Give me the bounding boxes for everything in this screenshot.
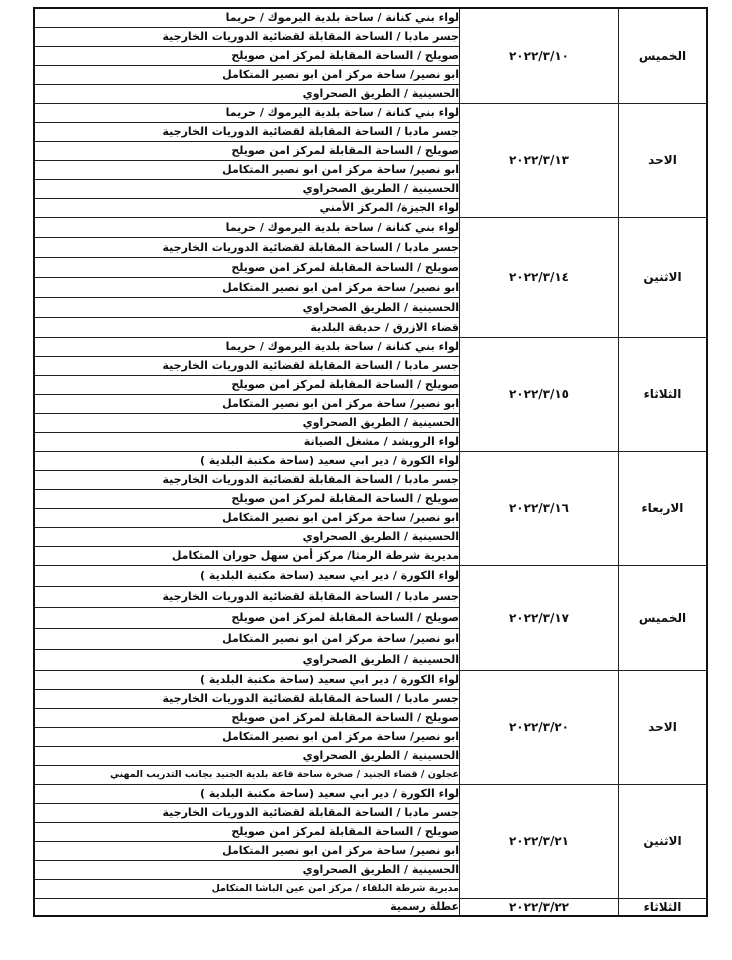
date-cell: ٢٠٢٢/٣/١٣	[460, 103, 619, 217]
location-cell: الحسينية / الطريق الصحراوي	[34, 179, 460, 198]
location-cell: الحسينية / الطريق الصحراوي	[34, 746, 460, 765]
day-cell: الاربعاء	[619, 451, 708, 565]
location-cell: صويلح / الساحة المقابلة لمركز امن صويلح	[34, 141, 460, 160]
location-cell: الحسينية / الطريق الصحراوي	[34, 84, 460, 103]
date-cell: ٢٠٢٢/٣/١٧	[460, 565, 619, 670]
table-row	[34, 565, 707, 586]
date-cell: ٢٠٢٢/٣/١٦	[460, 451, 619, 565]
location-cell: ابو نصير/ ساحة مركز امن ابو نصير المتكامل	[34, 727, 460, 746]
location-cell: لواء الكورة / دير ابي سعيد (ساحة مكتبة البلدية )	[34, 565, 460, 586]
location-cell: لواء بني كنانة / ساحة بلدية اليرموك / حريما	[34, 337, 460, 356]
day-cell: الاحد	[619, 670, 708, 784]
location-cell: لواء الجيزة/ المركز الأمني	[34, 198, 460, 217]
date-cell: ٢٠٢٢/٣/١٠	[460, 8, 619, 103]
location-cell: صويلح / الساحة المقابلة لمركز امن صويلح	[34, 489, 460, 508]
day-cell: الاثنين	[619, 784, 708, 898]
date-cell: ٢٠٢٢/٣/٢١	[460, 784, 619, 898]
date-cell: ٢٠٢٢/٣/٢٢	[460, 898, 619, 916]
location-cell: ابو نصير/ ساحة مركز امن ابو نصير المتكامل	[34, 160, 460, 179]
schedule-body	[34, 8, 707, 916]
table-row	[34, 8, 707, 27]
location-cell: الحسينية / الطريق الصحراوي	[34, 527, 460, 546]
location-cell: لواء بني كنانة / ساحة بلدية اليرموك / حريما	[34, 103, 460, 122]
location-cell: لواء الكورة / دير ابي سعيد (ساحة مكتبة البلدية )	[34, 451, 460, 470]
location-cell: جسر مادبا / الساحة المقابلة لقضائية الدوريات الخارجية	[34, 803, 460, 822]
location-cell: لواء الرويشد / مشغل الصيانة	[34, 432, 460, 451]
day-cell: الاثنين	[619, 217, 708, 337]
table-row	[34, 784, 707, 803]
location-cell: عجلون / قضاء الجنيد / صخرة ساحة قاعة بلدية الجنيد بجانب التدريب المهني	[34, 765, 460, 784]
location-cell: لواء بني كنانة / ساحة بلدية اليرموك / حريما	[34, 8, 460, 27]
location-cell: ابو نصير/ ساحة مركز امن ابو نصير المتكامل	[34, 277, 460, 297]
location-cell: ابو نصير/ ساحة مركز امن ابو نصير المتكامل	[34, 508, 460, 527]
location-cell: قضاء الازرق / حديقة البلدية	[34, 317, 460, 337]
day-cell: الثلاثاء	[619, 337, 708, 451]
location-cell: صويلح / الساحة المقابلة لمركز امن صويلح	[34, 46, 460, 65]
location-cell: ابو نصير/ ساحة مركز امن ابو نصير المتكامل	[34, 841, 460, 860]
location-cell: مديرية شرطة الرمثا/ مركز أمن سهل حوران المتكامل	[34, 546, 460, 565]
date-cell: ٢٠٢٢/٣/١٥	[460, 337, 619, 451]
location-cell: الحسينية / الطريق الصحراوي	[34, 649, 460, 670]
day-cell: الخميس	[619, 8, 708, 103]
date-cell: ٢٠٢٢/٣/٢٠	[460, 670, 619, 784]
table-row	[34, 670, 707, 689]
table-row	[34, 451, 707, 470]
location-cell: جسر مادبا / الساحة المقابلة لقضائية الدوريات الخارجية	[34, 27, 460, 46]
location-cell: صويلح / الساحة المقابلة لمركز امن صويلح	[34, 375, 460, 394]
location-cell: مديرية شرطة البلقاء / مركز امن عين الباشا المتكامل	[34, 879, 460, 898]
table-row	[34, 898, 707, 916]
location-cell: الحسينية / الطريق الصحراوي	[34, 297, 460, 317]
day-cell: الخميس	[619, 565, 708, 670]
day-cell: الاحد	[619, 103, 708, 217]
location-cell: ابو نصير/ ساحة مركز امن ابو نصير المتكامل	[34, 394, 460, 413]
location-cell: صويلح / الساحة المقابلة لمركز امن صويلح	[34, 708, 460, 727]
day-cell: الثلاثاء	[619, 898, 708, 916]
location-cell: عطلة رسمية	[34, 898, 460, 916]
location-cell: الحسينية / الطريق الصحراوي	[34, 860, 460, 879]
location-cell: جسر مادبا / الساحة المقابلة لقضائية الدوريات الخارجية	[34, 122, 460, 141]
location-cell: جسر مادبا / الساحة المقابلة لقضائية الدوريات الخارجية	[34, 237, 460, 257]
location-cell: ابو نصير/ ساحة مركز امن ابو نصير المتكامل	[34, 65, 460, 84]
location-cell: جسر مادبا / الساحة المقابلة لقضائية الدوريات الخارجية	[34, 689, 460, 708]
table-row	[34, 103, 707, 122]
table-row	[34, 217, 707, 237]
location-cell: جسر مادبا / الساحة المقابلة لقضائية الدوريات الخارجية	[34, 356, 460, 375]
location-cell: الحسينية / الطريق الصحراوي	[34, 413, 460, 432]
location-cell: صويلح / الساحة المقابلة لمركز امن صويلح	[34, 257, 460, 277]
table-row	[34, 337, 707, 356]
location-cell: جسر مادبا / الساحة المقابلة لقضائية الدوريات الخارجية	[34, 470, 460, 489]
location-cell: صويلح / الساحة المقابلة لمركز امن صويلح	[34, 607, 460, 628]
schedule-table	[33, 7, 708, 917]
location-cell: جسر مادبا / الساحة المقابلة لقضائية الدوريات الخارجية	[34, 586, 460, 607]
date-cell: ٢٠٢٢/٣/١٤	[460, 217, 619, 337]
location-cell: صويلح / الساحة المقابلة لمركز امن صويلح	[34, 822, 460, 841]
location-cell: لواء بني كنانة / ساحة بلدية اليرموك / حريما	[34, 217, 460, 237]
location-cell: ابو نصير/ ساحة مركز امن ابو نصير المتكامل	[34, 628, 460, 649]
location-cell: لواء الكورة / دير ابي سعيد (ساحة مكتبة البلدية )	[34, 784, 460, 803]
location-cell: لواء الكورة / دير ابي سعيد (ساحة مكتبة البلدية )	[34, 670, 460, 689]
